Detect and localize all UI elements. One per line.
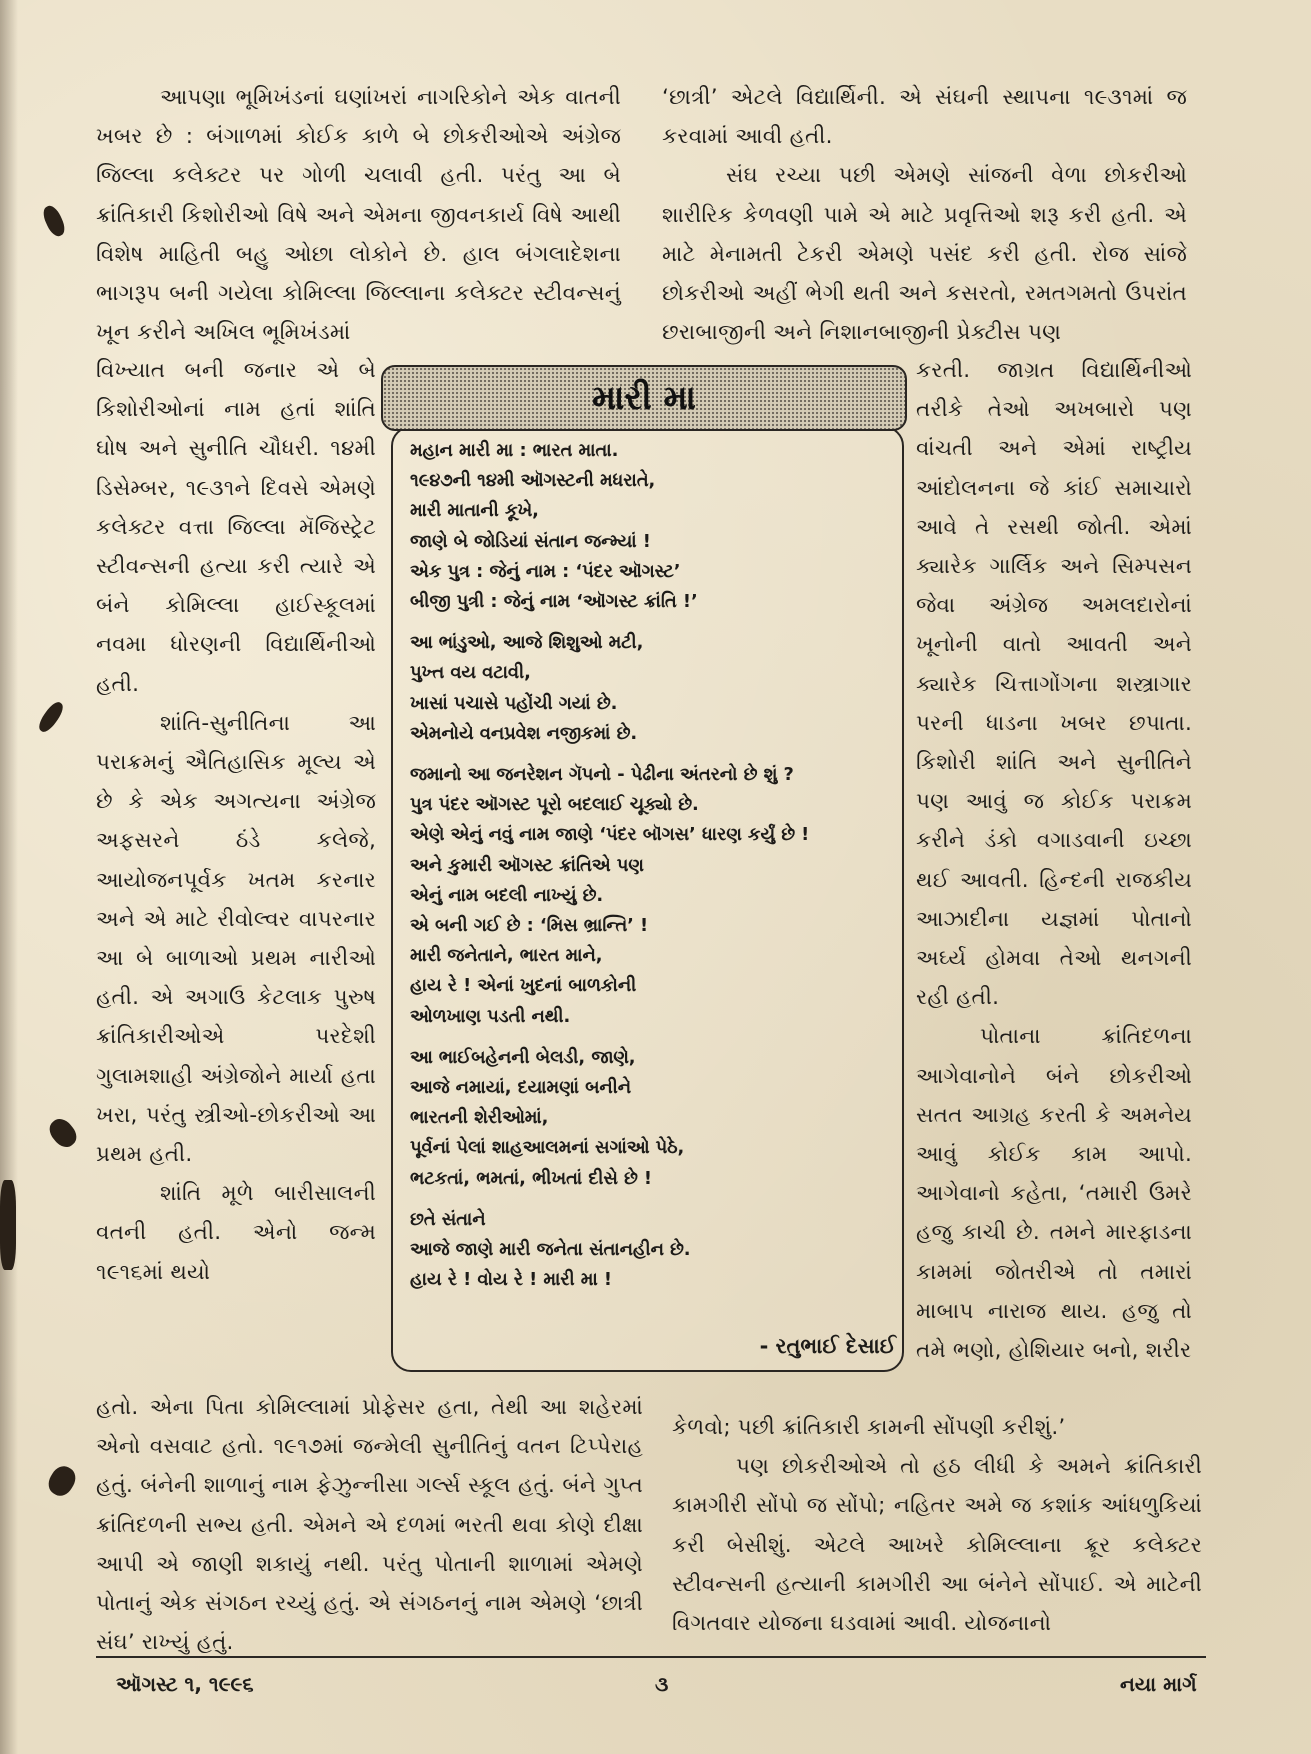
publication-name: નયા માર્ગ — [1120, 1672, 1197, 1696]
article-paragraph: પોતાના ક્રાંતિદળના આગેવાનોને બંને છોકરીઓ સતત આગ્રહ કરતી કે અમનેય આવું કોઈક કામ આપો. આગેવાનો કહેતા, ‘તમારી ઉમરે હજુ કાચી છે. તમને મારફાડના કામમાં જોતરીએ તો તમારાં માબાપ નારાજ થાય. હજુ તો તમે ભણો, હોશિયાર બનો, શરીર — [916, 1024, 1192, 1364]
article-paragraph: સંઘ રચ્યા પછી એમણે સાંજની વેળા છોકરીઓ શારીરિક કેળવણી પામે એ માટે પ્રવૃત્તિઓ શરૂ કરી હતી. એ માટે મેનામતી ટેકરી એમણે પસંદ કરી હતી. રોજ સાંજે છોકરીઓ અહીં ભેગી થતી અને કસરતો, રમતગમતો ઉપરાંત છરાબાજીની અને નિશાનબાજીની પ્રેક્ટીસ પણ — [662, 163, 1187, 346]
article-paragraph: કેળવો; પછી ક્રાંતિકારી કામની સોંપણી કરીશું.’ — [672, 1415, 1066, 1440]
page-number: ૩ — [655, 1672, 669, 1696]
poem-stanza: જમાનો આ જનરેશન ગૅપનો - પેઢીના અંતરનો છે શું ? પુત્ર પંદર ઑગસ્ટ પૂરો બદલાઈ ચૂક્યો છે. એણે એનું નવું નામ જાણે ‘પંદર બૉગસ’ ધારણ કર્યું છે ! અને કુમારી ઑગસ્ટ ક્રાંતિએ પણ એનું નામ બદલી નાખ્યું છે. એ બની ગઈ છે : ‘મિસ ભ્રાન્તિ’ ! મારી જનેતાને, ભારત માને, હાય રે ! એનાં ખુદનાં બાળકોની ઓળખાણ પડતી નથી. — [410, 764, 810, 1027]
poem-stanza: આ ભાઈબહેનની બેલડી, જાણે, આજે નમાયાં, દયામણાં બનીને ભારતની શેરીઓમાં, પૂર્વનાં પેલાં શાહઆલમનાં સગાંઓ પેઠે, ભટકતાં, ભમતાં, ભીખતાં દીસે છે ! — [410, 1046, 685, 1189]
article-paragraph: શાંતિ-સુનીતિના આ પરાક્રમનું ઐતિહાસિક મૂલ્ય એ છે કે એક અગત્યના અંગ્રેજ અફસરને ઠંડે કલેજે, આયોજનપૂર્વક ખતમ કરનાર અને એ માટે રીવોલ્વર વાપરનાર આ બે બાળાઓ પ્રથમ નારીઓ હતી. એ અગાઉ કેટલાક પુરુષ ક્રાંતિકારીઓએ પરદેશી ગુલામશાહી અંગ્રેજોને માર્યા હતા ખરા, પરંતુ સ્ત્રીઓ-છોકરીઓ આ પ્રથમ હતી. — [96, 710, 376, 1168]
article-right-bottom — [672, 1408, 1202, 1643]
poem-title-bar — [381, 365, 907, 431]
poem-stanza: મહાન મારી મા : ભારત માતા. ૧૯૪૭ની ૧૪મી ઑગસ્ટની મધરાતે, મારી માતાની કૂખે, જાણે બે જોડિયાં સંતાન જન્મ્યાં ! એક પુત્ર : જેનું નામ : ‘પંદર ઑગસ્ટ’ બીજી પુત્રી : જેનું નામ ‘ઑગસ્ટ ક્રાંતિ !’ — [410, 440, 698, 613]
article-left-bottom — [96, 1388, 643, 1662]
article-right-mid — [916, 351, 1192, 1370]
poem-title: મારી મા — [592, 378, 696, 418]
article-paragraph: પણ છોકરીઓએ તો હઠ લીધી કે અમને ક્રાંતિકારી કામગીરી સોંપો જ સોંપો; નહિતર અમે જ કશાંક આંધળુકિયાં કરી બેસીશું. એટલે આખરે કોમિલ્લાના ક્રૂર કલેક્ટર સ્ટીવન્સની હત્યાની કામગીરી આ બંનેને સોંપાઈ. એ માટેની વિગતવાર યોજના ઘડવામાં આવી. યોજનાનો — [672, 1454, 1202, 1637]
poem-author: - રતુભાઈ દેસાઈ — [759, 1334, 896, 1358]
footer-rule — [96, 1656, 1206, 1658]
ink-stain — [0, 1180, 16, 1270]
torn-left-edge — [0, 0, 18, 1754]
poem-body — [410, 436, 895, 1306]
article-right-top — [662, 78, 1187, 352]
footer-date: ઑગસ્ટ ૧, ૧૯૯૬ — [116, 1672, 254, 1696]
poem-stanza: છતે સંતાને આજે જાણે મારી જનેતા સંતાનહીન છે. હાય રે ! વોય રે ! મારી મા ! — [410, 1208, 691, 1291]
article-paragraph: વિખ્યાત બની જનાર એ બે કિશોરીઓનાં નામ હતાં શાંતિ ઘોષ અને સુનીતિ ચૌધરી. ૧૪મી ડિસેમ્બર, ૧૯૩૧ને દિવસે એમણે કલેક્ટર વત્તા જિલ્લા મૅજિસ્ટ્રેટ સ્ટીવન્સની હત્યા કરી ત્યારે એ બંને કોમિલ્લા હાઈસ્કૂલમાં નવમા ધોરણની વિદ્યાર્થિનીઓ હતી. — [96, 358, 376, 697]
article-paragraph: ‘છાત્રી’ એટલે વિદ્યાર્થિની. એ સંઘની સ્થાપના ૧૯૩૧માં જ કરવામાં આવી હતી. — [662, 85, 1187, 150]
article-paragraph: હતો. એના પિતા કોમિલ્લામાં પ્રોફેસર હતા, તેથી આ શહેરમાં એનો વસવાટ હતો. ૧૯૧૭માં જન્મેલી સુનીતિનું વતન ટિપ્પેરાહ હતું. બંનેની શાળાનું નામ ફેઝુન્નીસા ગર્લ્સ સ્કૂલ હતું. બંને ગુપ્ત ક્રાંતિદળની સભ્ય હતી. એમને એ દળમાં ભરતી થવા કોણે દીક્ષા આપી એ જાણી શકાયું નથી. પરંતુ પોતાની શાળામાં એમણે પોતાનું એક સંગઠન રચ્યું હતું. એ સંગઠનનું નામ એમણે ‘છાત્રી સંઘ’ રાખ્યું હતું. — [96, 1395, 643, 1656]
poem-stanza: આ ભાંડુઓ, આજે શિશુઓ મટી, પુખ્ત વય વટાવી, ખાસાં પચાસે પહોંચી ગયાં છે. એમનોયે વનપ્રવેશ નજીકમાં છે. — [410, 632, 644, 744]
article-left-top — [96, 78, 621, 352]
article-left-mid — [96, 351, 376, 1292]
article-paragraph: આપણા ભૂમિખંડનાં ઘણાંખરાં નાગરિકોને એક વાતની ખબર છે : બંગાળમાં કોઈક કાળે બે છોકરીઓએ અંગ્રેજ જિલ્લા કલેક્ટર પર ગોળી ચલાવી હતી. પરંતુ આ બે ક્રાંતિકારી કિશોરીઓ વિષે અને એમના જીવનકાર્ય વિષે આથી વિશેષ માહિતી બહુ ઓછા લોકોને છે. હાલ બંગલાદેશના ભાગરૂપ બની ગયેલા કોમિલ્લા જિલ્લાના કલેક્ટર સ્ટીવન્સનું ખૂન કરીને અખિલ ભૂમિખંડમાં — [96, 85, 621, 346]
article-paragraph: શાંતિ મૂળે બારીસાલની વતની હતી. એનો જન્મ ૧૯૧૬માં થયો — [96, 1181, 376, 1285]
article-paragraph: કરતી. જાગ્રત વિદ્યાર્થિનીઓ તરીકે તેઓ અખબારો પણ વાંચતી અને એમાં રાષ્ટ્રીય આંદોલનના જે કાંઈ સમાચારો આવે તે રસથી જોતી. એમાં ક્યારેક ગાર્લિક અને સિમ્પસન જેવા અંગ્રેજ અમલદારોનાં ખૂનોની વાતો આવતી અને ક્યારેક ચિત્તાગોંગના શસ્ત્રાગાર પરની ધાડના ખબર છપાતા. કિશોરી શાંતિ અને સુનીતિને પણ આવું જ કોઈક પરાક્રમ કરીને ડંકો વગાડવાની ઇચ્છા થઈ આવતી. હિન્દની રાજકીય આઝાદીના યજ્ઞમાં પોતાનો અર્ઘ્ય હોમવા તેઓ થનગની રહી હતી. — [916, 358, 1192, 1011]
